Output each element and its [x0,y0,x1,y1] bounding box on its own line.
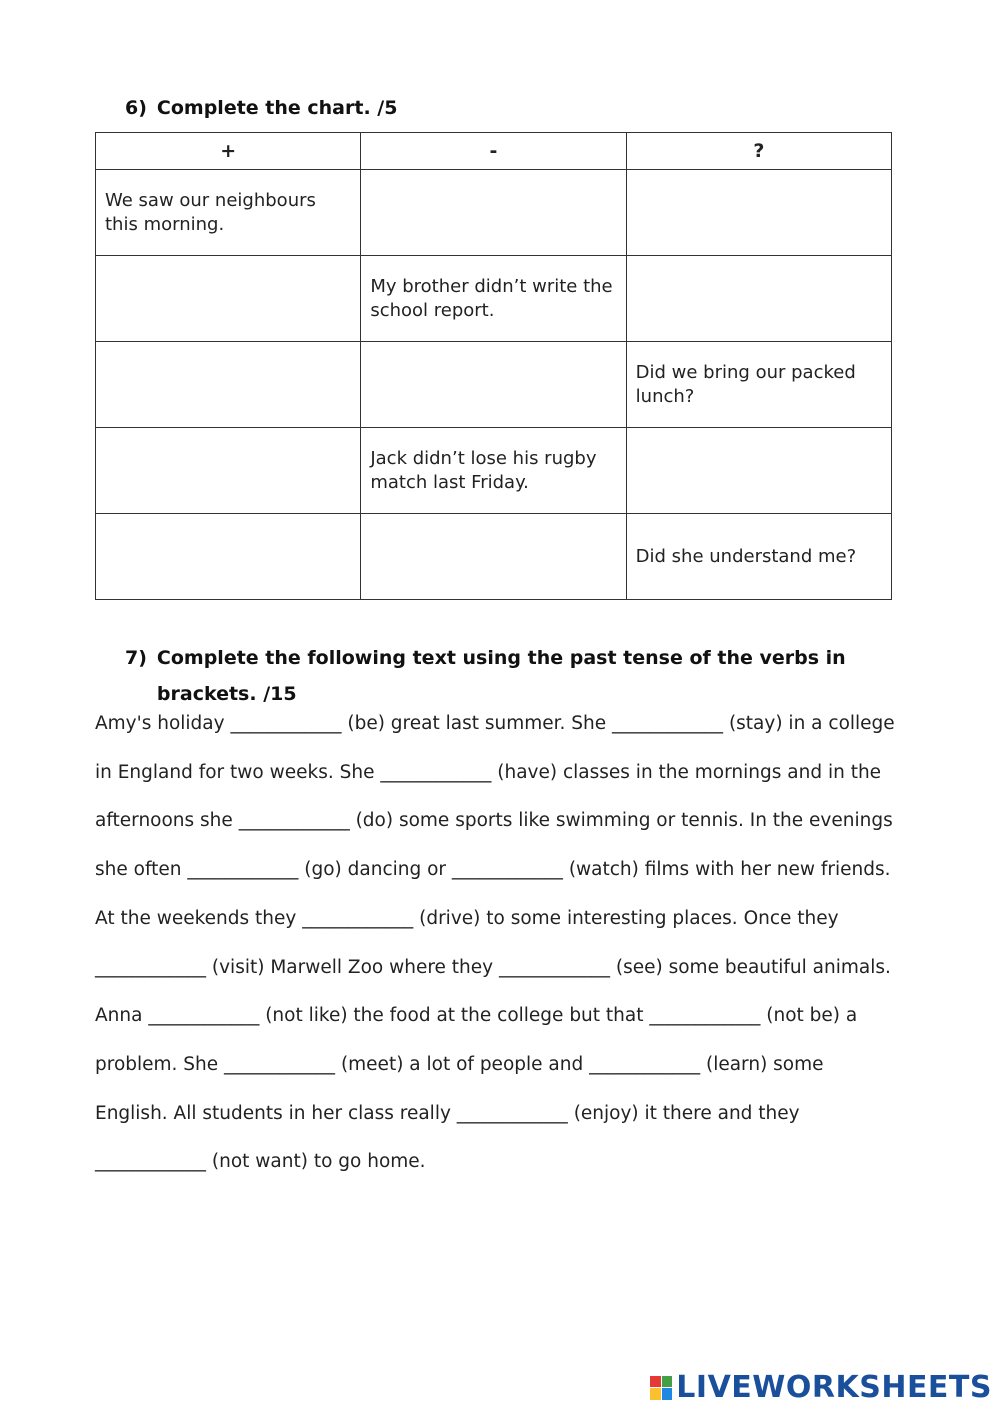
header-question: ? [626,133,891,170]
table-row [96,514,892,600]
liveworksheets-logo[interactable] [650,1370,992,1405]
answer-cell[interactable] [626,428,891,514]
answer-cell[interactable] [626,170,891,256]
text-segment: (drive) to some interesting places. Once they [419,907,839,929]
header-negative: - [361,133,626,170]
answer-cell[interactable] [626,256,891,342]
fill-in-text [95,700,895,1187]
answer-blank[interactable]: ____________ [451,859,563,881]
table-cell: My brother didn’t write the school report. [361,256,626,342]
table-header-row [96,133,892,170]
text-segment: (not want) to go home. [211,1151,426,1173]
answer-cell[interactable] [361,170,626,256]
section-title: Complete the following text using the past tense of the verbs in brackets. /15 [156,647,846,705]
section-number: 7) [125,647,147,669]
answer-cell[interactable] [96,256,361,342]
section-number: 6) [125,97,147,119]
answer-blank[interactable]: ____________ [612,713,724,734]
text-segment: (enjoy) it there and they [573,1102,800,1124]
answer-blank[interactable]: ____________ [148,1005,260,1027]
answer-blank[interactable]: ____________ [380,761,492,783]
table-row [96,170,892,256]
text-segment: (go) dancing or [304,859,452,881]
answer-blank[interactable]: ____________ [187,859,299,881]
text-segment: (not be) a problem. She [95,1005,858,1075]
answer-cell[interactable] [96,342,361,428]
table-cell: We saw our neighbours this morning. [96,170,361,256]
table-row [96,428,892,514]
text-segment: (see) some beautiful animals. Anna [95,956,891,1027]
text-segment: Amy's holiday [95,713,231,734]
table-cell: Did we bring our packed lunch? [626,342,891,428]
section-6-heading [125,96,397,120]
answer-blank[interactable]: ____________ [589,1053,701,1075]
answer-cell[interactable] [96,514,361,600]
answer-blank[interactable]: ____________ [238,810,350,832]
header-positive: + [96,133,361,170]
text-segment: (have) classes in the mornings and in the afternoons she [95,761,882,832]
answer-blank[interactable]: ____________ [302,907,414,929]
answer-blank[interactable]: ____________ [224,1053,336,1075]
answer-blank[interactable]: ____________ [649,1005,761,1027]
answer-blank[interactable]: ____________ [456,1102,568,1124]
text-segment: (be) great last summer. She [347,713,613,734]
chart-table [95,132,892,600]
text-segment: (not like) the food at the college but that [265,1005,650,1027]
answer-blank[interactable]: ____________ [95,1151,206,1173]
text-segment: (stay) in a college in England for two weeks. She [95,713,895,783]
logo-icon [650,1376,672,1400]
logo-text: LIVEWORKSHEETS [676,1370,992,1405]
answer-cell[interactable] [96,428,361,514]
text-segment: (meet) a lot of people and [340,1053,590,1075]
table-cell: Did she understand me? [626,514,891,600]
table-row [96,342,892,428]
text-segment: (learn) some English. All students in her class really [95,1053,824,1124]
answer-cell[interactable] [361,342,626,428]
text-segment: (watch) films with her new friends. At the weekends they [95,859,891,929]
answer-blank[interactable]: ____________ [95,956,206,978]
text-segment: (do) some sports like swimming or tennis. In the evenings she often [95,810,893,881]
section-title: Complete the chart. /5 [156,97,398,119]
answer-blank[interactable]: ____________ [498,956,610,978]
answer-cell[interactable] [361,514,626,600]
table-row [96,256,892,342]
text-segment: (visit) Marwell Zoo where they [211,956,499,978]
table-cell: Jack didn’t lose his rugby match last Friday. [361,428,626,514]
answer-blank[interactable]: ____________ [230,713,342,734]
